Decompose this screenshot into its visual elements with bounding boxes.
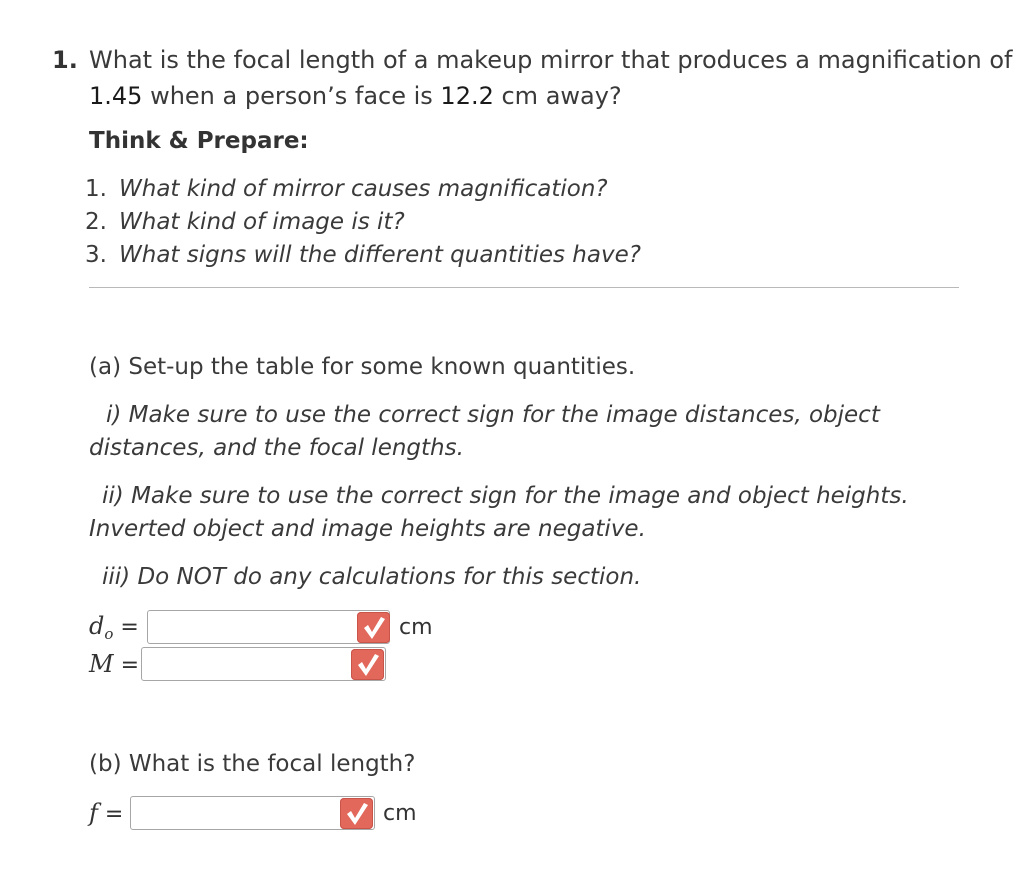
question-text-mid: when a person’s face is bbox=[142, 82, 441, 110]
list-item-text: What kind of image is it? bbox=[119, 209, 405, 235]
list-item-number: 2. bbox=[85, 209, 107, 235]
list-item-number: 3. bbox=[85, 242, 107, 268]
part-a-note2-line1: ii) Make sure to use the correct sign for the image and object heights. bbox=[102, 483, 909, 509]
object-distance-input[interactable] bbox=[147, 610, 390, 644]
part-a-note1-line2: distances, and the focal lengths. bbox=[89, 435, 464, 461]
list-item-text: What signs will the different quantities have? bbox=[119, 242, 641, 268]
f-equals: = bbox=[97, 802, 124, 827]
think-prepare-heading: Think & Prepare: bbox=[89, 128, 309, 154]
distance-value: 12.2 bbox=[440, 82, 494, 110]
m-equals: = bbox=[113, 653, 140, 678]
part-a-note2-line2: Inverted object and image heights are negative. bbox=[89, 516, 646, 542]
magnification-label bbox=[89, 650, 139, 678]
checkmark-icon bbox=[351, 649, 384, 680]
f-symbol: f bbox=[89, 799, 98, 827]
part-a-note1-line1: i) Make sure to use the correct sign for the image distances, object bbox=[106, 402, 880, 428]
object-distance-label bbox=[89, 612, 139, 643]
list-item bbox=[85, 209, 405, 235]
question-text-end: cm away? bbox=[493, 82, 622, 110]
part-a-prompt: (a) Set-up the table for some known quantities. bbox=[89, 354, 636, 380]
focal-length-input[interactable] bbox=[130, 796, 375, 830]
checkmark-icon bbox=[357, 612, 390, 643]
f-unit: cm bbox=[383, 801, 417, 826]
do-symbol: d bbox=[89, 612, 105, 640]
m-symbol: M bbox=[89, 650, 114, 678]
part-b-prompt: (b) What is the focal length? bbox=[89, 751, 416, 777]
magnification-value: 1.45 bbox=[89, 82, 143, 110]
list-item-number: 1. bbox=[85, 176, 107, 202]
list-item-text: What kind of mirror causes magnification? bbox=[119, 176, 608, 202]
question-text-line1: What is the focal length of a makeup mirror that produces a magnification of bbox=[89, 46, 1013, 74]
list-item bbox=[85, 242, 641, 268]
part-a-note3: iii) Do NOT do any calculations for this section. bbox=[102, 564, 642, 590]
section-divider bbox=[89, 287, 959, 288]
list-item bbox=[85, 176, 608, 202]
question-text-line2 bbox=[89, 82, 622, 110]
checkmark-icon bbox=[340, 798, 373, 829]
magnification-input[interactable] bbox=[141, 647, 386, 681]
focal-length-label bbox=[89, 799, 123, 827]
question-number: 1. bbox=[52, 46, 78, 74]
do-unit: cm bbox=[399, 615, 433, 640]
do-subscript: o bbox=[104, 625, 114, 643]
do-equals: = bbox=[113, 615, 139, 640]
